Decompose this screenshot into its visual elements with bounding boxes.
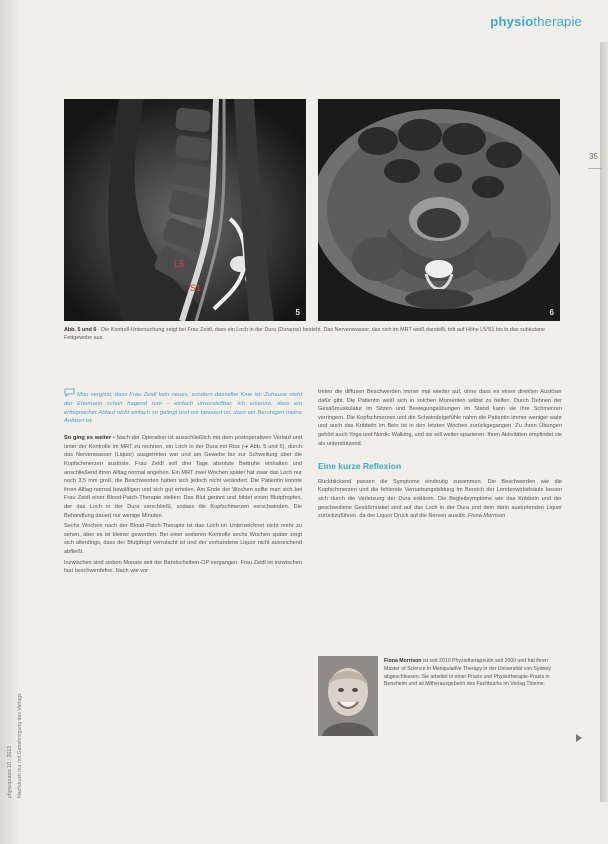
continue-arrow-icon bbox=[576, 734, 582, 742]
author-name: Fiona Morrison bbox=[384, 658, 422, 664]
author-photo bbox=[318, 656, 378, 736]
figure-axial-mri bbox=[318, 99, 560, 321]
signature: Fiona Morrison bbox=[467, 513, 506, 520]
page-number: 35 bbox=[589, 152, 598, 161]
paragraph: Inzwischen sind sieben Monate seit der Bandscheiben-OP vergangen. Frau Zeidl ist inzwischen fast beschwerdefrei. Nach wie vor bbox=[64, 559, 302, 575]
paragraph: treten die diffusen Beschwerden immer mal wieder auf, ohne dass es einen direkten Auslöser dafür gibt. Die Patientin weiß sich in solchen Momenten selbst zu helfen. Durch Dehnen der Gesäßmuskulatur im Sitzen und Bewegungsübungen im Stand kann sie ihre Schmerzen verringern. Die Kopfschmerzen und die Schwindelgefühle nahm die Patientin immer weniger wahr und auch das Kribbeln im Bein ist in den letzten Wochen zurückgegangen. Zu ihren Übungen gehört auch Yoga und Nordic Walking, und sie will weiter spazieren. Ihren Aktivitäten empfindet sie als unterstützend. bbox=[318, 389, 562, 447]
author-bio bbox=[384, 658, 560, 689]
pull-quote-text: Man vergisst, dass Frau Zeidl kein neues, sondern dasselbe Knie ist. Zuhause steht der Ehemann schon fragend rum – einfach unvorstellbar. Ich erkenne, dass ein erfolgreicher Ablauf nicht einfach so gelingt und mir bewusst ist, dass ein Beruhigen meine Antwort ist. bbox=[64, 392, 302, 425]
lead-heading: So ging es weiter bbox=[64, 435, 112, 442]
masthead bbox=[490, 14, 582, 29]
author-portrait bbox=[318, 656, 378, 736]
author-bio-text: ist seit 2010 Physiotherapeutin seit 2000 und hat ihren Master of Science in Manipulative Therapy in der Universität von Sydney abgeschlossen. Sie arbeitet in einer Praxis und Physiotherapie-Praxis in Bensheim und ist Mitherausgeberin des Fachbuchs im Verlag Thieme. bbox=[384, 658, 551, 688]
sagittal-mri-image bbox=[64, 99, 306, 321]
figure-sagittal-mri bbox=[64, 99, 306, 321]
paragraph: Sechs Wochen nach der Blood-Patch-Therapie ist das Loch im Unterzeichnet nicht mehr zu sehen, aber es ist kleiner geworden. Bei einer weiteren Kontrolle sechs Wochen später zeigt sich allerdings, dass der Blutpfropf verrutscht ist und der vorhandene Liquor nicht ausreichend abfließt. bbox=[64, 523, 302, 555]
figure-number-5: 5 bbox=[295, 308, 300, 317]
axial-mri-image bbox=[318, 99, 560, 321]
figure-caption bbox=[64, 326, 564, 342]
pull-quote bbox=[64, 388, 302, 426]
label-l5: L5 bbox=[174, 259, 185, 269]
reflection-text: Rückblickend passen die Symptome eindeutig zusammen. Die Beschwerden wie die Kopfschmerzen und die fehlende Vernarbungsbildung im Bereich der Lendenwirbelsäule lassen sich durch die Verletzung der Dura erklären. Die Begleitsymptome wie das Kribbeln und der geschwollene Gesäßmuskel sind auf das Loch in der Dura und dem darin austretenden Liquor zurückzuführen, da der Liquor Druck auf die Nerven ausübt. bbox=[318, 478, 562, 520]
side-divider bbox=[588, 168, 602, 169]
paragraph-text: • Nach der Operation ist ausschließlich mit dem postoperativen Verlauf und unter der Kontrolle im MRT zu rechnen, ein Loch in der Dura mit Riss (➔ Abb. 5 und 6), durch das Nervenwasser (Liquor) ausgetreten war und am Gewebe bis zur Schwellung über die Kopfschmerzen auslöste. Frau Zeidl soll drei Tage absolute Bettruhe einhalten und anschließend ihren Alltag normal angehen. Ein MRT zwei Wochen später hat zwar das Loch nur noch 3,5 mm groß, die Beschwerden hatten sich jedoch nicht verändert. Die Patientin konnte ihren Alltag normal bewältigen und sich gut erholen. Am Ende der Wochen sollte man sich bei Frau Zeidl einer Blood-Patch-Therapie stellen: Das Blut gerinnt und bildet einen Blutpfropfen, der das Loch in der Dura verschließt, sodass die Kopfschmerzen verschwinden. Die Behandlung dauert nur wenige Minuten. bbox=[64, 435, 302, 519]
caption-text: · Die Kontroll-Untersuchung zeigt bei Frau Zeidl, dass ein Loch in der Dura (Durariss) besteht. Das Nervenwasser, das sich im MRT weiß darstellt, tritt auf Höhe L5/S1 bis in das subkutane Fettgewebe aus. bbox=[64, 327, 545, 341]
speech-bubble-icon bbox=[64, 388, 75, 397]
masthead-therapie: therapie bbox=[533, 14, 582, 29]
masthead-physio: physio bbox=[490, 14, 534, 29]
caption-label: Abb. 5 und 6 bbox=[64, 327, 97, 333]
figure-number-6: 6 bbox=[549, 308, 554, 317]
section-title: Eine kurze Reflexion bbox=[318, 461, 402, 472]
author-box bbox=[318, 656, 562, 736]
label-s1: S1 bbox=[190, 283, 202, 293]
side-tab bbox=[600, 42, 608, 802]
article-column-left bbox=[64, 388, 302, 578]
vertical-meta bbox=[4, 540, 23, 800]
paragraph-so-ging-es-weiter bbox=[64, 434, 302, 520]
reflection-paragraph bbox=[318, 478, 562, 521]
article-column-right bbox=[318, 388, 562, 523]
vertical-meta-issue: physiopraxis 10 · 2013 bbox=[7, 745, 13, 798]
vertical-meta-copyright: Nachdruck nur mit Genehmigung des Verlags bbox=[17, 693, 23, 798]
